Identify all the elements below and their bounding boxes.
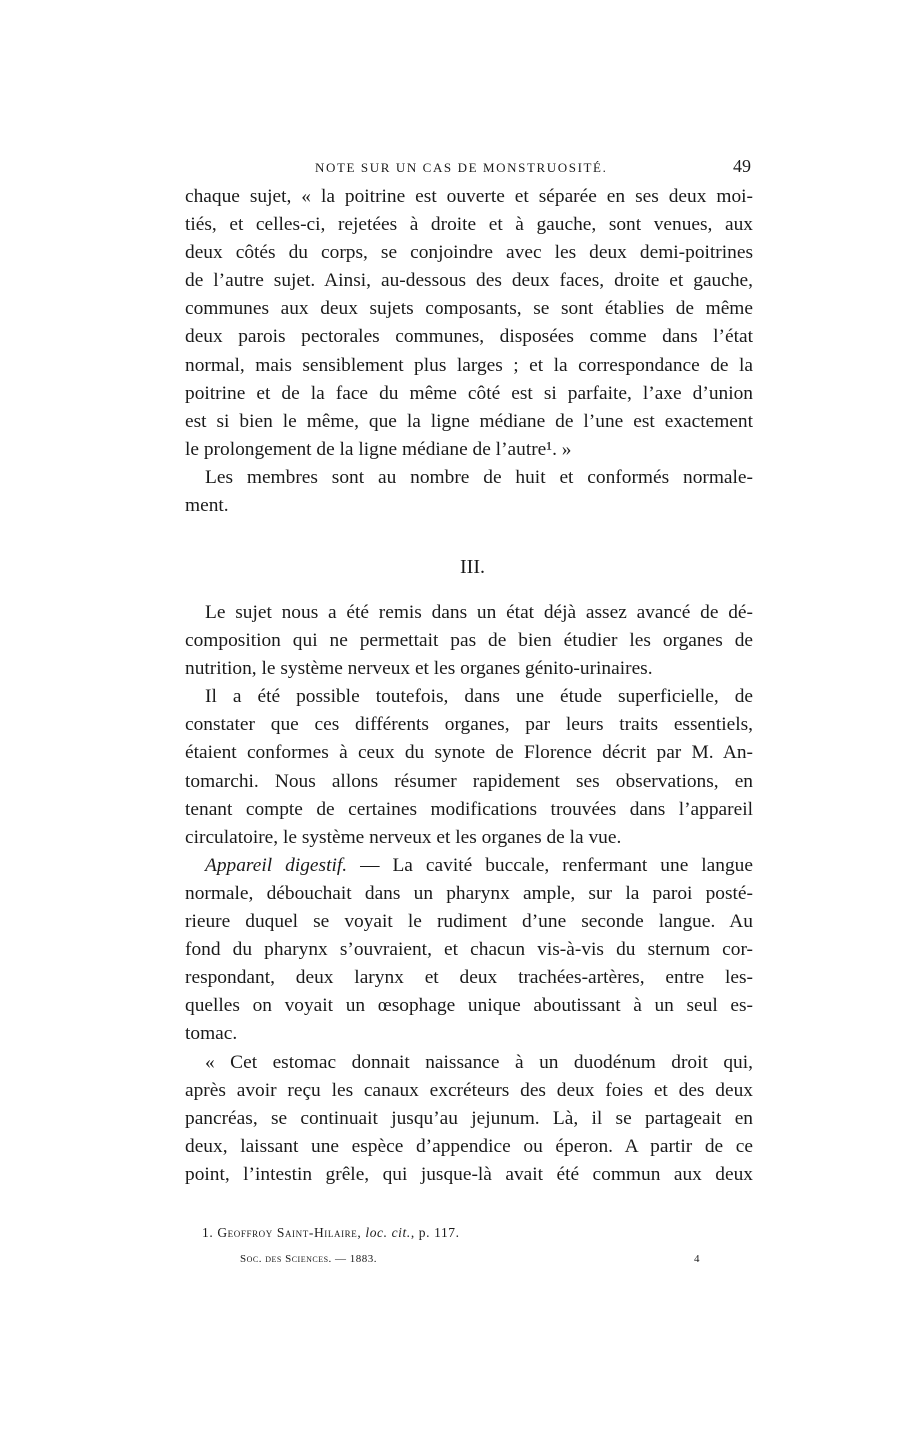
section-heading: III. bbox=[460, 556, 485, 578]
italic-subheading: Appareil digestif. bbox=[205, 854, 348, 876]
text-line: deux parois pectorales communes, disposées comme dans l’état bbox=[185, 326, 753, 348]
text-line: respondant, deux larynx et deux trachées-artères, entre les- bbox=[185, 967, 753, 989]
page-number: 49 bbox=[733, 156, 751, 176]
text-line: tenant compte de certaines modifications trouvées dans l’appareil bbox=[185, 798, 753, 820]
text-line: Les membres sont au nombre de huit et conformés normale- bbox=[205, 466, 753, 488]
text-line: quelles on voyait un œsophage unique aboutissant à un seul es- bbox=[185, 995, 753, 1017]
text-line: constater que ces différents organes, par leurs traits essentiels, bbox=[185, 714, 753, 736]
text-line: deux côtés du corps, se conjoindre avec les deux demi-poitrines bbox=[185, 242, 753, 264]
text-line: Appareil digestif. — La cavité buccale, renfermant une langue bbox=[205, 854, 753, 876]
text-line: deux, laissant une espèce d’appendice ou éperon. A partir de ce bbox=[185, 1135, 753, 1157]
text-line: Il a été possible toutefois, dans une étude superficielle, de bbox=[205, 686, 753, 708]
text-line: ment. bbox=[185, 495, 229, 517]
society-line: Soc. des Sciences. — 1883. bbox=[240, 1253, 378, 1265]
signature-mark: 4 bbox=[694, 1253, 700, 1265]
text-line: « Cet estomac donnait naissance à un duodénum droit qui, bbox=[205, 1051, 753, 1073]
text-line: tiés, et celles-ci, rejetées à droite et à gauche, sont venues, aux bbox=[185, 214, 753, 236]
text-block-quote bbox=[185, 183, 753, 520]
page-header bbox=[185, 158, 753, 180]
text-line: pancréas, se continuait jusqu’au jejunum. Là, il se partageait en bbox=[185, 1107, 753, 1129]
text-line: composition qui ne permettait pas de bien étudier les organes de bbox=[185, 630, 753, 652]
text-line: rieure duquel se voyait le rudiment d’une seconde langue. Au bbox=[185, 911, 753, 933]
footnote: 1. Geoffroy Saint-Hilaire, loc. cit., p. 117. bbox=[202, 1225, 460, 1240]
text-line: Le sujet nous a été remis dans un état déjà assez avancé de dé- bbox=[205, 602, 753, 623]
text-block-section-3 bbox=[185, 599, 753, 1189]
text-line: normal, mais sensiblement plus larges ; et la correspondance de la bbox=[185, 354, 753, 376]
text-line: est si bien le même, que la ligne médiane de l’une est exactement bbox=[185, 410, 753, 432]
text-line: communes aux deux sujets composants, se sont établies de même bbox=[185, 298, 753, 320]
footnote-author: Geoffroy Saint-Hilaire bbox=[217, 1225, 358, 1240]
text-line: normale, débouchait dans un pharynx ample, sur la paroi posté- bbox=[185, 882, 753, 904]
text-line: point, l’intestin grêle, qui jusque-là avait été commun aux deux bbox=[185, 1163, 753, 1185]
text-line: après avoir reçu les canaux excréteurs des deux foies et des deux bbox=[185, 1079, 753, 1101]
running-title: NOTE SUR UN CAS DE MONSTRUOSITÉ. bbox=[315, 160, 608, 175]
text-line: étaient conformes à ceux du synote de Florence décrit par M. An- bbox=[185, 742, 753, 764]
text-line: chaque sujet, « la poitrine est ouverte et séparée en ses deux moi- bbox=[185, 186, 753, 207]
text-line: tomarchi. Nous allons résumer rapidement ses observations, en bbox=[185, 770, 753, 792]
text-line: tomac. bbox=[185, 1023, 238, 1045]
text-line: poitrine et de la face du même côté est si parfaite, l’axe d’union bbox=[185, 382, 753, 404]
text-line: nutrition, le système nerveux et les organes génito-urinaires. bbox=[185, 658, 653, 680]
text-line: circulatoire, le système nerveux et les organes de la vue. bbox=[185, 826, 622, 848]
text-line: le prolongement de la ligne médiane de l’autre¹. » bbox=[185, 438, 572, 460]
text-line: de l’autre sujet. Ainsi, au-dessous des deux faces, droite et gauche, bbox=[185, 270, 753, 292]
page-footer bbox=[240, 1253, 700, 1265]
text-line: fond du pharynx s’ouvraient, et chacun vis-à-vis du sternum cor- bbox=[185, 939, 753, 961]
